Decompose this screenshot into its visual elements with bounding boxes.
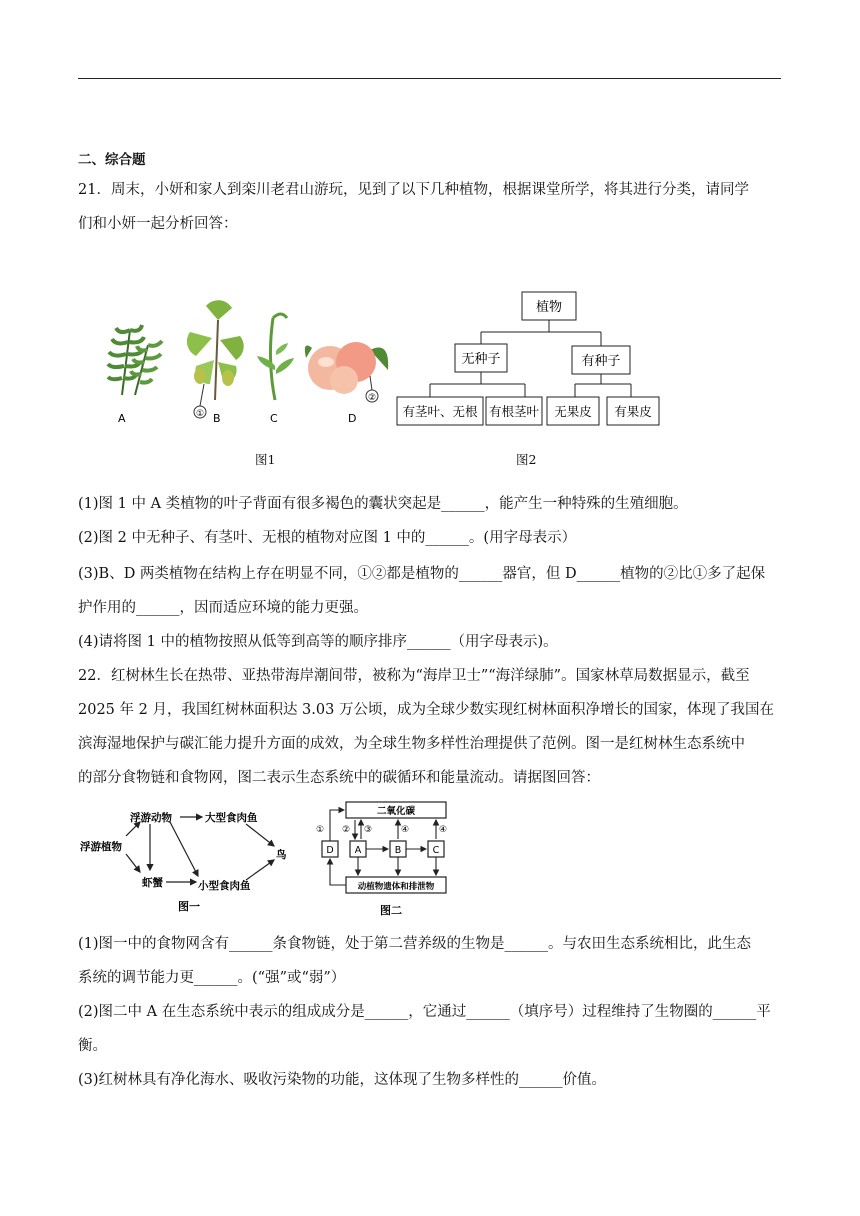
q21-sub4: (4)请将图 1 中的植物按照从低等到高等的顺序排序______（用字母表示)。 — [78, 634, 558, 650]
tree-leaf-root-stem-leaf: 有根茎叶 — [488, 404, 540, 419]
q22-sub3: (3)红树林具有净化海水、吸收污染物的功能，这体现了生物多样性的______价值。 — [78, 1072, 607, 1088]
q22-intro-line1: 22．红树林生长在热带、亚热带海岸潮间带，被称为“海岸卫士”“海洋绿肺”。国家林草局数据显示，截至 — [78, 668, 750, 684]
q22-sub2-line2: 衡。 — [78, 1038, 107, 1054]
node-remains: 动植物遗体和排泄物 — [357, 882, 435, 892]
q21-sub3-line2: 护作用的______，因而适应环境的能力更强。 — [78, 600, 368, 616]
process-2: ② — [342, 825, 351, 835]
node-d: D — [326, 845, 334, 856]
tree-has-seed: 有种子 — [581, 354, 621, 369]
q22-intro-line2: 2025 年 2 月，我国红树林面积达 3.03 万公顷，成为全球少数实现红树林面积净增长的国家，体现了我国在 — [78, 702, 774, 718]
label-a: A — [118, 412, 126, 425]
node-zooplankton: 浮游动物 — [130, 812, 172, 824]
q21-sub3-line1: (3)B、D 两类植物在结构上存在明显不同，①②都是植物的______器官，但 D______植物的②比①多了起保 — [78, 566, 766, 582]
process-4b: ④ — [439, 825, 448, 835]
node-a: A — [354, 845, 362, 856]
figure-food-web — [78, 800, 293, 915]
figure-2-classification-tree — [395, 290, 665, 430]
ginkgo-illustration — [187, 300, 244, 400]
figure-1-plants — [100, 300, 400, 430]
node-small-fish: 小型食肉鱼 — [198, 880, 251, 892]
figure-food-web-caption: 图一 — [178, 900, 200, 913]
label-b: B — [213, 412, 221, 425]
tree-leaf-stem-no-root: 有茎叶、无根 — [402, 404, 478, 419]
header-rule — [78, 78, 781, 79]
q22-intro-line3: 滨海湿地保护与碳汇能力提升方面的成效，为全球生物多样性治理提供了范例。图一是红树林生态系统中 — [78, 736, 745, 752]
tree-no-seed: 无种子 — [461, 352, 501, 367]
process-3: ③ — [364, 825, 373, 835]
label-c: C — [270, 412, 278, 425]
figure-carbon-cycle — [312, 800, 460, 922]
q21-intro-line1: 21．周末，小妍和家人到栾川老君山游玩，见到了以下几种植物，根据课堂所学，将其进行分类，请同学 — [78, 182, 749, 198]
node-b: B — [394, 845, 402, 856]
section-title: 二、综合题 — [78, 152, 146, 168]
process-4a: ④ — [401, 825, 410, 835]
tree-leaf-no-pericarp: 无果皮 — [554, 404, 592, 419]
process-1: ① — [316, 825, 325, 835]
node-c: C — [432, 845, 440, 856]
q22-sub2-line1: (2)图二中 A 在生态系统中表示的组成成分是______，它通过______（填序号）过程维持了生物圈的______平 — [78, 1004, 771, 1020]
node-phytoplankton: 浮游植物 — [80, 841, 122, 853]
figure-2-caption: 图2 — [516, 452, 537, 467]
q21-sub1: (1)图 1 中 A 类植物的叶子背面有很多褐色的囊状突起是______，能产生一种特殊的生殖细胞。 — [78, 496, 688, 512]
peach-illustration — [305, 342, 388, 394]
figure-carbon-cycle-caption: 图二 — [380, 904, 402, 917]
node-shrimp-crab: 虾蟹 — [142, 877, 163, 889]
tree-leaf-has-pericarp: 有果皮 — [614, 404, 652, 419]
q22-sub1-line1: (1)图一中的食物网含有______条食物链，处于第二营养级的生物是______。与农田生态系统相比，此生态 — [78, 936, 752, 952]
label-d: D — [348, 412, 357, 425]
q21-intro-line2: 们和小妍一起分析回答： — [78, 216, 238, 232]
node-big-fish: 大型食肉鱼 — [205, 812, 258, 824]
node-co2: 二氧化碳 — [376, 806, 416, 817]
q22-sub1-line2: 系统的调节能力更______。(“强”或“弱”） — [78, 970, 346, 986]
node-bird: 鸟 — [276, 849, 287, 861]
marker-2: ② — [368, 393, 377, 403]
seedling-illustration — [257, 314, 294, 400]
tree-root: 植物 — [535, 300, 563, 315]
q21-sub2: (2)图 2 中无种子、有茎叶、无根的植物对应图 1 中的______。(用字母表示） — [78, 530, 577, 546]
marker-1: ① — [196, 409, 205, 419]
figure-1-caption: 图1 — [255, 452, 276, 467]
q22-intro-line4: 的部分食物链和食物网，图二表示生态系统中的碳循环和能量流动。请据图回答： — [78, 770, 600, 786]
fern-illustration — [108, 325, 162, 395]
